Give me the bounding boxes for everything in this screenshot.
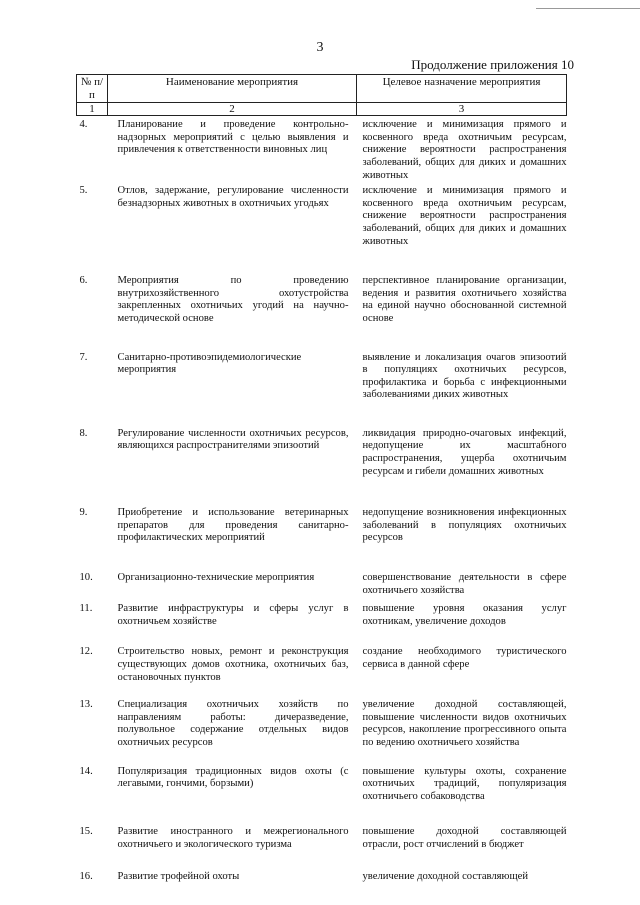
activity-name: Развитие трофейной охоты bbox=[117, 870, 240, 882]
activity-name: Развитие инфраструктуры и сферы услуг в охотничьем хозяйстве bbox=[117, 603, 349, 627]
table-row bbox=[77, 507, 567, 572]
activity-name: Санитарно-противоэпидемиологические мероприятия bbox=[117, 351, 302, 376]
row-number: 11. bbox=[79, 603, 93, 615]
row-number: 6. bbox=[79, 275, 88, 287]
target-purpose: увеличение доходной составляющей, повышение численности видов охотничьих ресурсов, накопление прогрессивного опыта по ведению охотничьего хозяйства bbox=[362, 699, 567, 748]
activity-name: Организационно-технические мероприятия bbox=[117, 572, 315, 584]
table-row bbox=[77, 428, 567, 507]
column-number-3: 3 bbox=[357, 103, 567, 116]
activity-name: Планирование и проведение контрольно-надзорных мероприятий с целью выявления и привлечения к ответственности виновных лиц bbox=[117, 119, 349, 156]
table-row bbox=[77, 766, 567, 827]
table-row bbox=[77, 871, 567, 900]
activity-name: Специализация охотничьих хозяйств по направлениям работы: дичеразведение, полувольное содержание отдельных видов охотничьих ресурсов bbox=[117, 699, 349, 748]
top-edge-line bbox=[536, 0, 640, 9]
continuation-note: Продолжение приложения 10 bbox=[411, 57, 574, 72]
table-row bbox=[77, 116, 567, 185]
activity-name: Популяризация традиционных видов охоты (с легавыми, гончими, борзыми) bbox=[117, 765, 349, 790]
table-header-row bbox=[77, 75, 567, 103]
row-number: 4. bbox=[79, 119, 88, 131]
table-row bbox=[77, 275, 567, 351]
header-number: № п/п bbox=[77, 75, 108, 103]
table-row bbox=[77, 826, 567, 870]
row-number: 12. bbox=[79, 646, 93, 658]
target-purpose: повышение уровня оказания услуг охотникам, увеличение доходов bbox=[362, 603, 567, 627]
table-row bbox=[77, 185, 567, 275]
table-row bbox=[77, 646, 567, 699]
target-purpose: увеличение доходной составляющей bbox=[362, 870, 528, 882]
target-purpose: выявление и локализация очагов эпизоотий в популяциях охотничьих ресурсов, профилактика и борьба с инфекционными заболеваниями диких животных bbox=[362, 351, 567, 401]
target-purpose: перспективное планирование организации, ведения и развития охотничьего хозяйства на единой научно обоснованной системной основе bbox=[362, 275, 567, 324]
row-number: 5. bbox=[79, 185, 88, 197]
activity-name: Строительство новых, ремонт и реконструкция существующих домов охотника, охотничьих баз, остановочных пунктов bbox=[117, 646, 349, 683]
table-row bbox=[77, 603, 567, 646]
header-target-purpose: Целевое назначение мероприятия bbox=[357, 75, 567, 103]
row-number: 10. bbox=[79, 572, 93, 584]
target-purpose: повышение доходной составляющей отрасли, рост отчислений в бюджет bbox=[362, 826, 567, 850]
target-purpose: исключение и минимизация прямого и косвенного вреда охотничьим ресурсам, снижение вероятности распространения заболеваний, общих для диких и домашних животных bbox=[362, 119, 567, 181]
target-purpose: совершенствование деятельности в сфере охотничьего хозяйства bbox=[362, 572, 567, 596]
table-row bbox=[77, 572, 567, 603]
target-purpose: повышение культуры охоты, сохранение охотничьих традиций, популяризация охотничьего собаководства bbox=[362, 765, 567, 802]
column-number-row bbox=[77, 103, 567, 116]
activity-name: Регулирование численности охотничьих ресурсов, являющихся распространителями эпизоотий bbox=[117, 427, 349, 452]
page-number: 3 bbox=[316, 40, 324, 55]
row-number: 14. bbox=[79, 765, 93, 777]
target-purpose: недопущение возникновения инфекционных заболеваний в популяциях охотничьих ресурсов bbox=[362, 507, 567, 544]
row-number: 8. bbox=[79, 427, 88, 439]
activity-name: Приобретение и использование ветеринарных препаратов для проведения санитарно-профилактических мероприятий bbox=[117, 507, 349, 544]
column-number-1: 1 bbox=[77, 103, 108, 116]
row-number: 9. bbox=[79, 507, 88, 519]
activity-name: Развитие иностранного и межрегионального охотничьего и экологического туризма bbox=[117, 826, 349, 850]
row-number: 16. bbox=[79, 870, 93, 882]
header-activity-name: Наименование мероприятия bbox=[108, 75, 357, 103]
target-purpose: ликвидация природно-очаговых инфекций, недопущение их масштабного распространения, ущерба охотничьим ресурсам и гибели домашних животных bbox=[362, 427, 567, 477]
table-row bbox=[77, 352, 567, 428]
row-number: 15. bbox=[79, 826, 93, 838]
column-number-2: 2 bbox=[108, 103, 357, 116]
activity-name: Отлов, задержание, регулирование численности безнадзорных животных в охотничьих угодьях bbox=[117, 185, 349, 209]
row-number: 13. bbox=[79, 699, 93, 711]
activity-name: Мероприятия по проведению внутрихозяйственного охотустройства закрепленных охотничьих угодий на научно-методической основе bbox=[117, 275, 349, 324]
table-row bbox=[77, 699, 567, 765]
activities-table bbox=[76, 74, 567, 899]
target-purpose: исключение и минимизация прямого и косвенного вреда охотничьим ресурсам, снижение вероятности распространения заболеваний, общих для диких и домашних животных bbox=[362, 185, 567, 247]
target-purpose: создание необходимого туристического сервиса в данной сфере bbox=[362, 646, 567, 670]
row-number: 7. bbox=[79, 351, 88, 363]
